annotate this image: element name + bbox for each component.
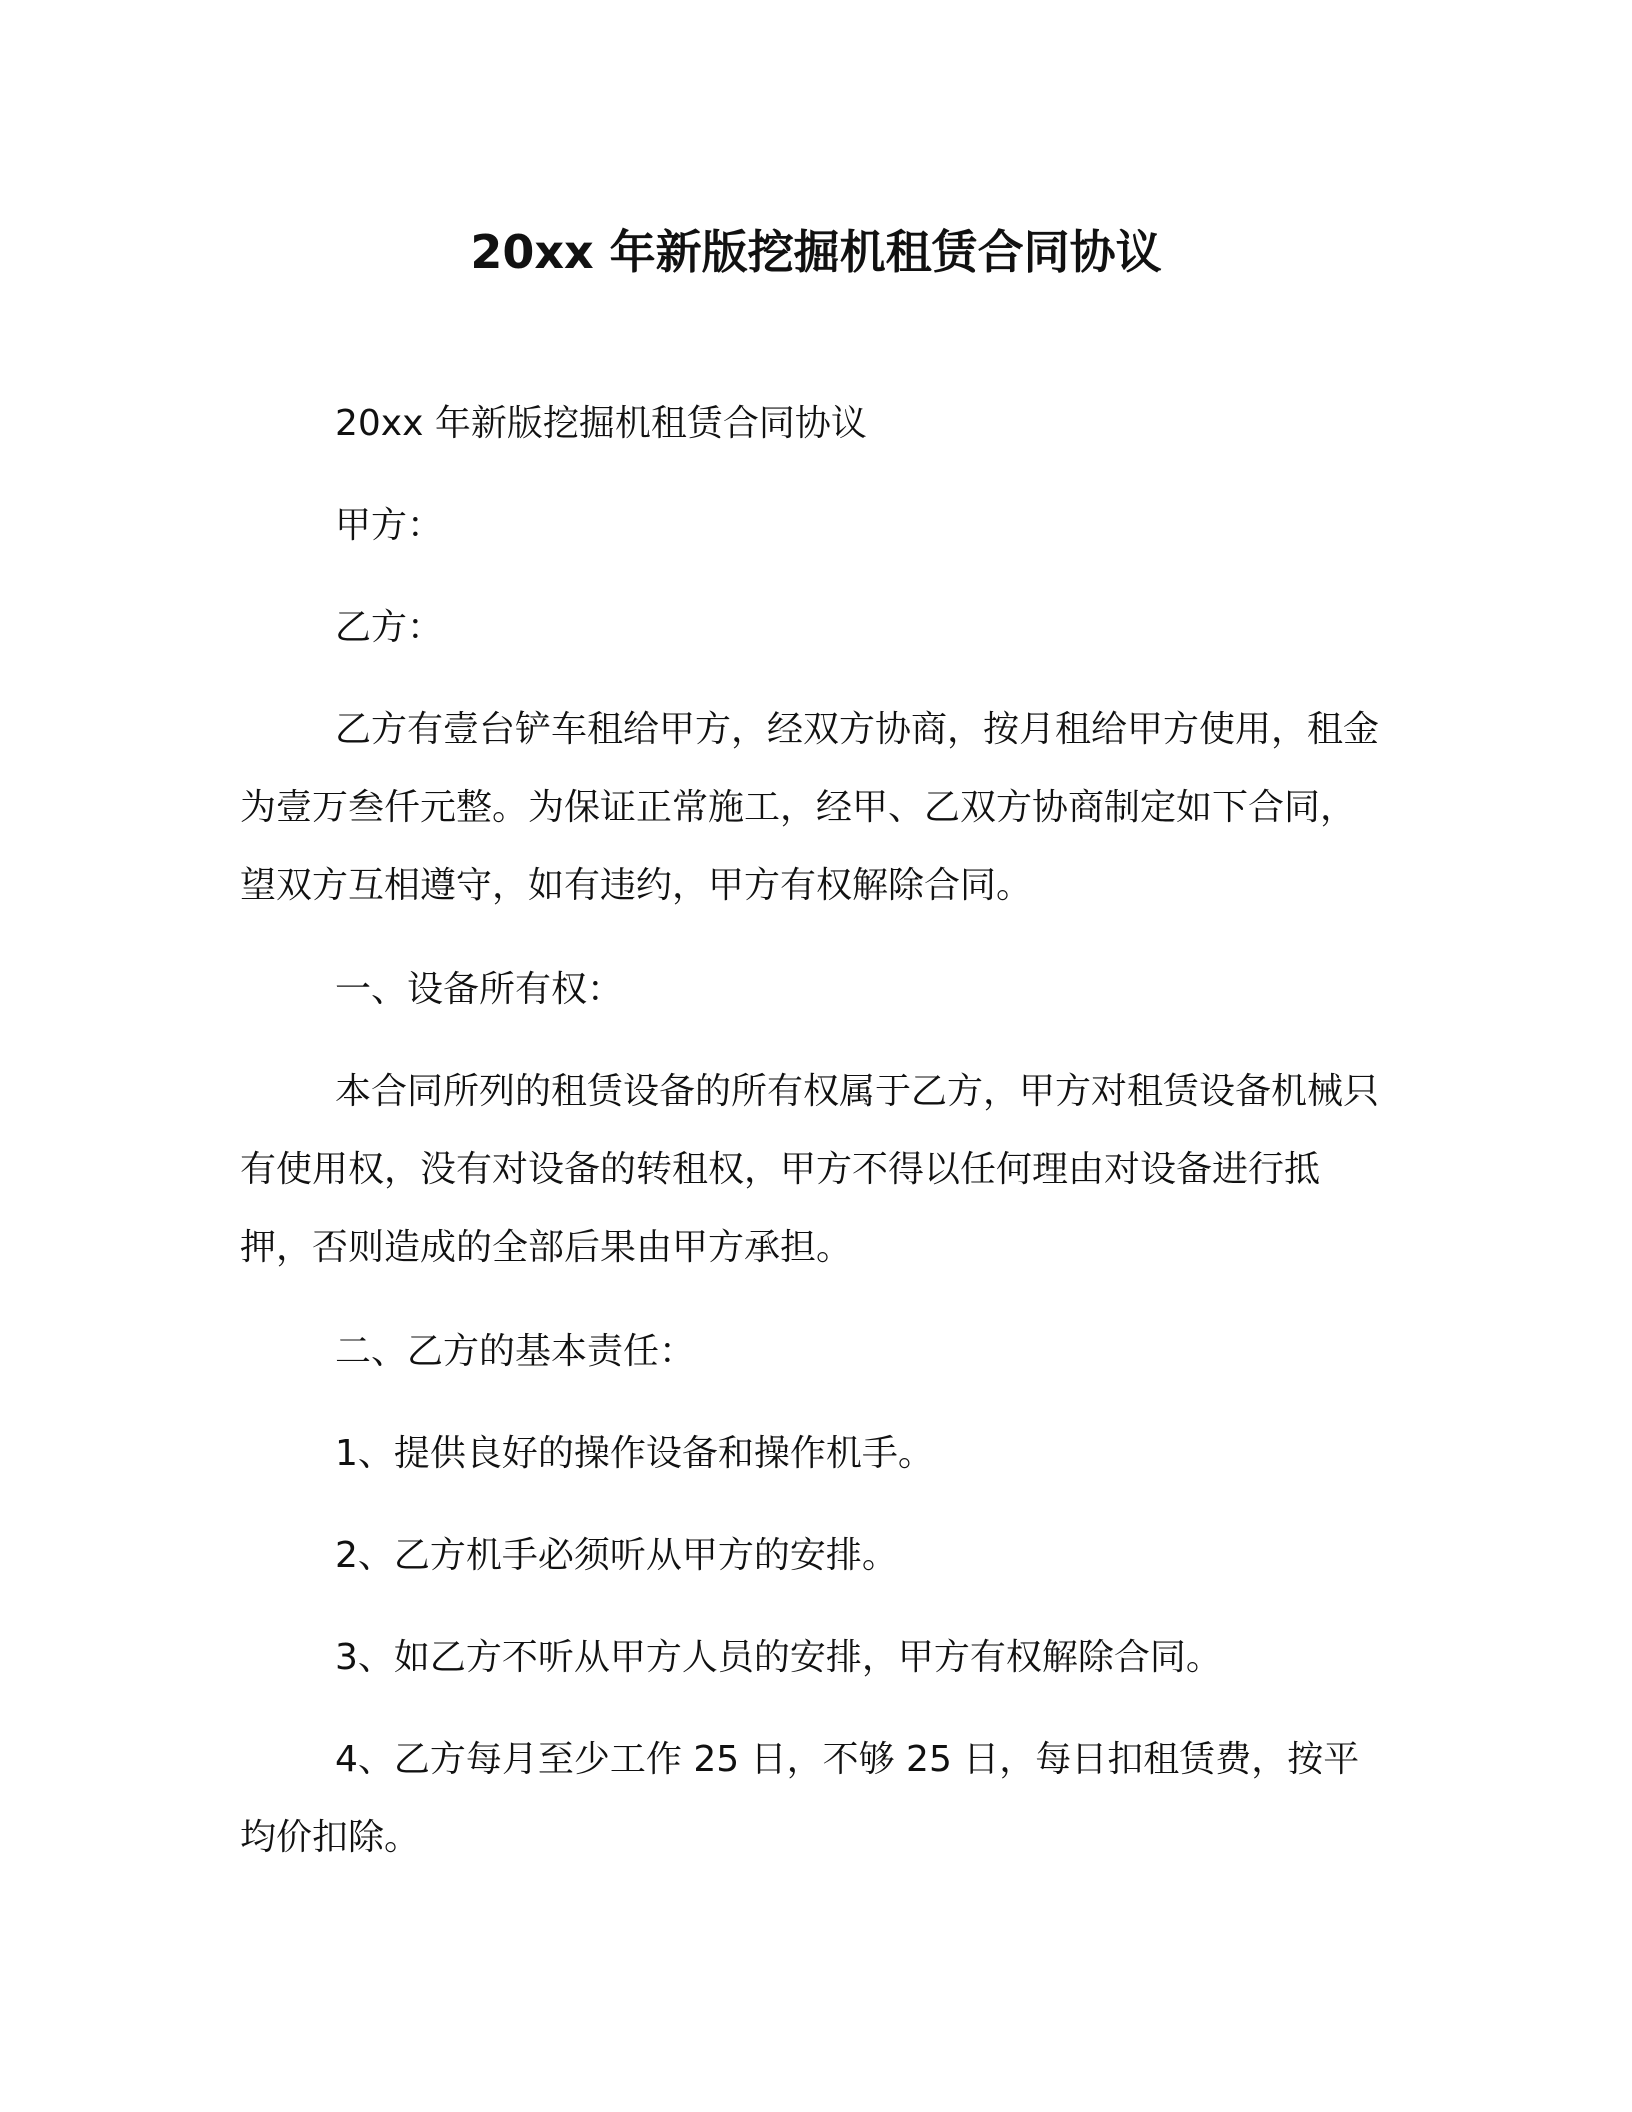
party-b-line: 乙方： — [335, 607, 444, 648]
ownership-paragraph: 本合同所列的租赁设备的所有权属于乙方，甲方对租赁设备机械只有使用权，没有对设备的转租权，甲方不得以任何理由对设备进行抵押，否则造成的全部后果由甲方承担。 — [240, 1071, 1380, 1268]
clause-item-3: 3、如乙方不听从甲方人员的安排，甲方有权解除合同。 — [335, 1637, 1222, 1678]
intro-paragraph: 乙方有壹台铲车租给甲方，经双方协商，按月租给甲方使用，租金为壹万叁仟元整。为保证正常施工，经甲、乙双方协商制定如下合同，望双方互相遵守，如有违约，甲方有权解除合同。 — [240, 709, 1380, 906]
section-heading-responsibility: 二、乙方的基本责任： — [335, 1331, 696, 1372]
document-title: 20xx 年新版挖掘机租赁合同协议 — [470, 225, 1162, 279]
clause-item-4: 4、乙方每月至少工作 25 日，不够 25 日，每日扣租赁费，按平均价扣除。 — [240, 1739, 1360, 1858]
party-a-line: 甲方： — [335, 505, 444, 546]
subtitle-paragraph: 20xx 年新版挖掘机租赁合同协议 — [335, 403, 867, 444]
clause-item-1: 1、提供良好的操作设备和操作机手。 — [335, 1433, 934, 1474]
clause-item-2: 2、乙方机手必须听从甲方的安排。 — [335, 1535, 898, 1576]
section-heading-ownership: 一、设备所有权： — [335, 969, 624, 1010]
